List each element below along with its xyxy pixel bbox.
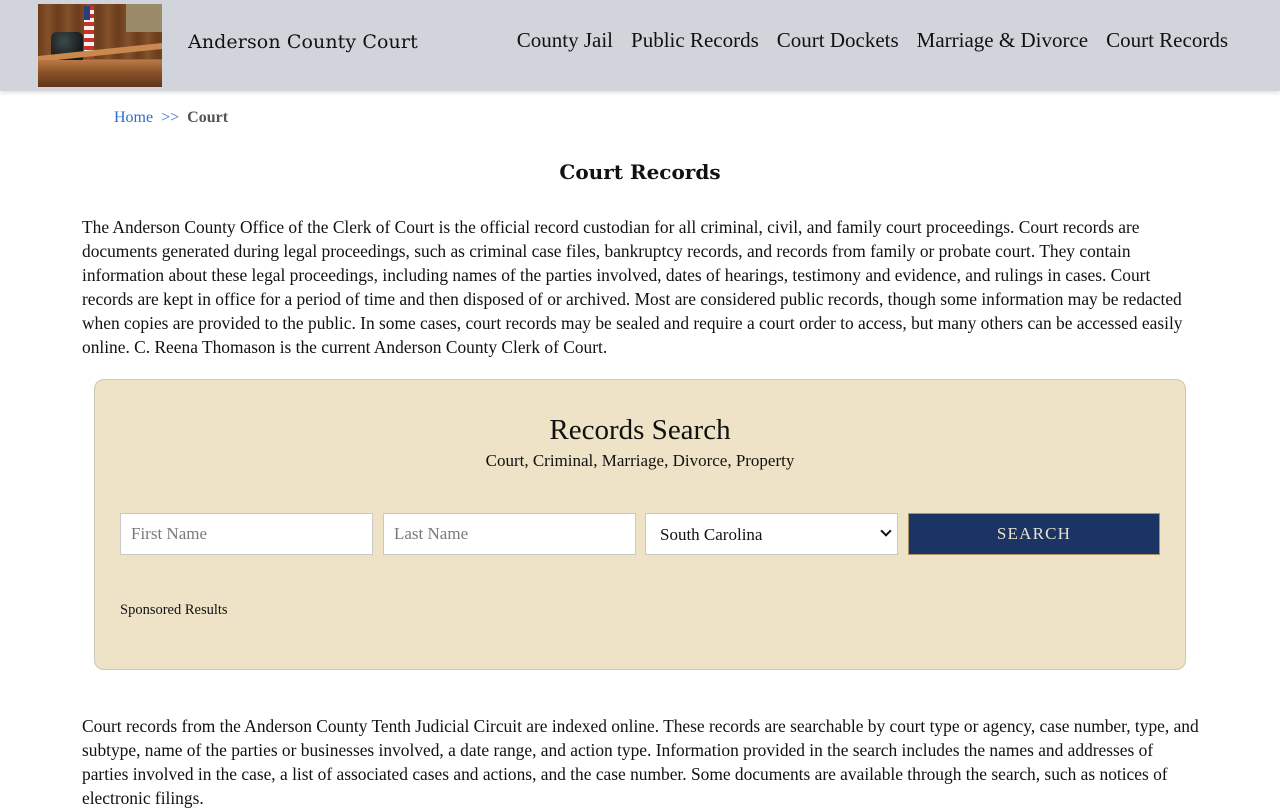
nav-court-dockets[interactable]: Court Dockets	[776, 28, 899, 52]
nav-county-jail[interactable]: County Jail	[516, 28, 614, 52]
records-search-panel	[94, 379, 1186, 670]
sponsored-results-label: Sponsored Results	[120, 602, 228, 618]
site-header	[0, 0, 1280, 91]
first-name-input[interactable]	[120, 513, 373, 555]
site-title[interactable]: Anderson County Court	[188, 31, 418, 53]
state-select[interactable]	[645, 513, 898, 555]
nav-court-records[interactable]: Court Records	[1106, 28, 1228, 52]
nav-marriage-divorce[interactable]: Marriage & Divorce	[916, 28, 1089, 52]
desk	[38, 60, 162, 87]
breadcrumb	[114, 108, 228, 127]
breadcrumb-current: Court	[187, 109, 229, 126]
main-nav	[517, 28, 1228, 53]
last-name-input[interactable]	[383, 513, 636, 555]
courtroom-logo-image[interactable]	[38, 4, 162, 87]
breadcrumb-separator: >>	[161, 109, 180, 126]
second-paragraph: Court records from the Anderson County Tenth Judicial Circuit are indexed online. These records are searchable by court type or agency, case number, type, and subtype, name of the parties or businesses involved, a date range, and action type. Information provided in the search includes the names and addresses of parties involved in the case, a list of associated cases and actions, and the case number. Some documents are available through the search, such as notices of electronic filings.	[82, 716, 1199, 808]
nav-public-records[interactable]: Public Records	[631, 28, 759, 52]
page-title: Court Records	[559, 160, 721, 184]
search-button[interactable]: SEARCH	[908, 513, 1160, 555]
logo-wall-section	[126, 4, 162, 32]
intro-paragraph: The Anderson County Office of the Clerk of Court is the official record custodian for all criminal, civil, and family court proceedings. Court records are documents generated during legal proceedings, such as criminal case files, bankruptcy records, and records from family or probate court. They contain information about these legal proceedings, including names of the parties involved, dates of hearings, testimony and evidence, and rulings in cases. Court records are kept in office for a period of time and then disposed of or archived. Most are considered public records, though some information may be redacted when copies are provided to the public. In some cases, court records may be sealed and require a court order to access, but many others can be accessed easily online. C. Reena Thomason is the current Anderson County Clerk of Court.	[82, 217, 1183, 357]
flag-canton	[84, 6, 90, 20]
search-title: Records Search	[549, 414, 731, 446]
search-subtitle: Court, Criminal, Marriage, Divorce, Property	[485, 451, 795, 470]
breadcrumb-home-link[interactable]: Home	[114, 109, 154, 126]
